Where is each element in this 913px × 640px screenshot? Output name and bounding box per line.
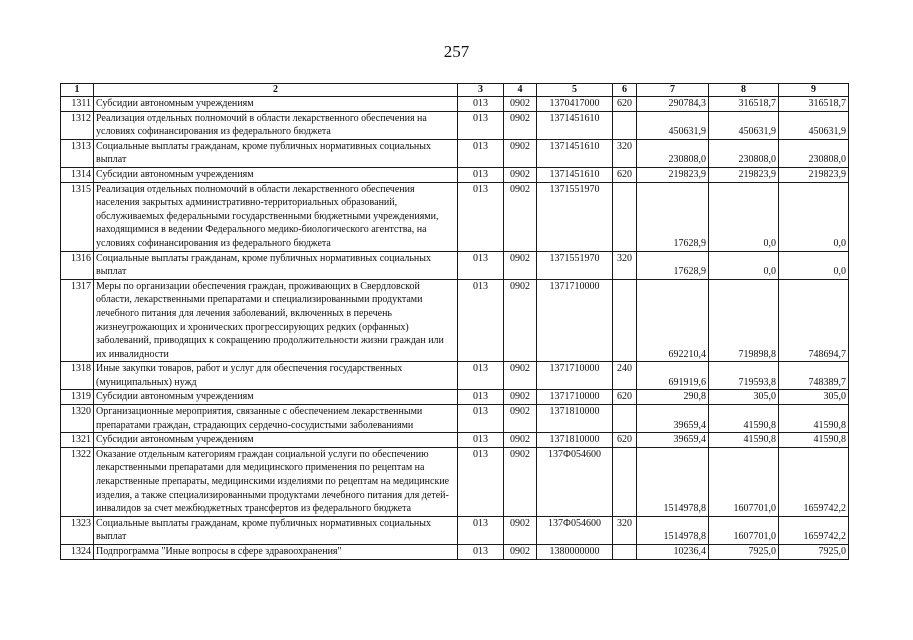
section-code: 0902 — [504, 545, 537, 560]
row-number: 1315 — [61, 182, 94, 251]
expense-type-code — [613, 279, 637, 362]
amount-column-7: 692210,4 — [637, 279, 709, 362]
amount-column-7: 230808,0 — [637, 139, 709, 167]
expense-type-code: 620 — [613, 433, 637, 448]
amount-column-9: 7925,0 — [779, 545, 849, 560]
target-article-code: 1371451610 — [537, 111, 613, 139]
section-code: 0902 — [504, 433, 537, 448]
amount-column-8: 316518,7 — [709, 97, 779, 112]
row-number: 1312 — [61, 111, 94, 139]
expense-type-code — [613, 111, 637, 139]
target-article-code: 1371551970 — [537, 182, 613, 251]
amount-column-7: 10236,4 — [637, 545, 709, 560]
amount-column-9: 0,0 — [779, 251, 849, 279]
amount-column-9: 1659742,2 — [779, 447, 849, 516]
expense-type-code: 620 — [613, 97, 637, 112]
expense-type-code: 320 — [613, 251, 637, 279]
column-header: 4 — [504, 84, 537, 97]
department-code: 013 — [458, 447, 504, 516]
item-name: Организационные мероприятия, связанные с обеспечением лекарственными препаратами граждан, страдающих сердечно-сосудистыми заболеваниями — [94, 405, 458, 433]
expense-type-code — [613, 545, 637, 560]
row-number: 1320 — [61, 405, 94, 433]
section-code: 0902 — [504, 447, 537, 516]
section-code: 0902 — [504, 279, 537, 362]
row-number: 1314 — [61, 167, 94, 182]
table-row — [61, 251, 849, 279]
table-row — [61, 139, 849, 167]
section-code: 0902 — [504, 405, 537, 433]
amount-column-7: 691919,6 — [637, 362, 709, 390]
page-number: 257 — [443, 42, 470, 61]
table-row — [61, 97, 849, 112]
expense-type-code: 320 — [613, 139, 637, 167]
expense-type-code: 320 — [613, 516, 637, 544]
expense-type-code: 620 — [613, 167, 637, 182]
amount-column-8: 1607701,0 — [709, 516, 779, 544]
amount-column-7: 290,8 — [637, 390, 709, 405]
row-number: 1318 — [61, 362, 94, 390]
section-code: 0902 — [504, 167, 537, 182]
item-name: Реализация отдельных полномочий в области лекарственного обеспечения на условиях софинансирования из федерального бюджета — [94, 111, 458, 139]
expense-type-code — [613, 405, 637, 433]
department-code: 013 — [458, 516, 504, 544]
amount-column-8: 7925,0 — [709, 545, 779, 560]
item-name: Социальные выплаты гражданам, кроме публичных нормативных социальных выплат — [94, 139, 458, 167]
target-article-code: 1371451610 — [537, 139, 613, 167]
target-article-code: 137Ф054600 — [537, 516, 613, 544]
row-number: 1313 — [61, 139, 94, 167]
amount-column-9: 1659742,2 — [779, 516, 849, 544]
expense-type-code — [613, 182, 637, 251]
amount-column-9: 316518,7 — [779, 97, 849, 112]
section-code: 0902 — [504, 182, 537, 251]
column-header: 7 — [637, 84, 709, 97]
table-row — [61, 516, 849, 544]
section-code: 0902 — [504, 97, 537, 112]
amount-column-9: 0,0 — [779, 182, 849, 251]
column-header: 5 — [537, 84, 613, 97]
item-name: Оказание отдельным категориям граждан социальной услуги по обеспечению лекарственными препаратами для медицинского применения по рецептам на лекарственные препараты, медицинскими изделиями по рецептам на медицинские изделия, а также специализированными продуктами лечебного питания для детей-инвалидов за счет межбюджетных трансфертов из федерального бюджета — [94, 447, 458, 516]
expense-type-code — [613, 447, 637, 516]
table-row — [61, 545, 849, 560]
amount-column-8: 719898,8 — [709, 279, 779, 362]
target-article-code: 137Ф054600 — [537, 447, 613, 516]
amount-column-8: 230808,0 — [709, 139, 779, 167]
row-number: 1324 — [61, 545, 94, 560]
amount-column-7: 1514978,8 — [637, 447, 709, 516]
target-article-code: 1371451610 — [537, 167, 613, 182]
department-code: 013 — [458, 433, 504, 448]
section-code: 0902 — [504, 139, 537, 167]
row-number: 1323 — [61, 516, 94, 544]
amount-column-7: 1514978,8 — [637, 516, 709, 544]
amount-column-9: 305,0 — [779, 390, 849, 405]
department-code: 013 — [458, 362, 504, 390]
item-name: Субсидии автономным учреждениям — [94, 390, 458, 405]
department-code: 013 — [458, 545, 504, 560]
amount-column-8: 450631,9 — [709, 111, 779, 139]
row-number: 1322 — [61, 447, 94, 516]
department-code: 013 — [458, 390, 504, 405]
amount-column-7: 17628,9 — [637, 182, 709, 251]
table-row — [61, 182, 849, 251]
amount-column-7: 219823,9 — [637, 167, 709, 182]
amount-column-8: 305,0 — [709, 390, 779, 405]
amount-column-8: 719593,8 — [709, 362, 779, 390]
item-name: Социальные выплаты гражданам, кроме публичных нормативных социальных выплат — [94, 251, 458, 279]
amount-column-8: 0,0 — [709, 251, 779, 279]
item-name: Субсидии автономным учреждениям — [94, 433, 458, 448]
amount-column-9: 41590,8 — [779, 405, 849, 433]
table-row — [61, 167, 849, 182]
item-name: Субсидии автономным учреждениям — [94, 167, 458, 182]
table-row — [61, 447, 849, 516]
row-number: 1316 — [61, 251, 94, 279]
department-code: 013 — [458, 279, 504, 362]
column-header: 2 — [94, 84, 458, 97]
row-number: 1321 — [61, 433, 94, 448]
budget-table — [60, 83, 849, 560]
column-header: 9 — [779, 84, 849, 97]
item-name: Подпрограмма "Иные вопросы в сфере здравоохранения" — [94, 545, 458, 560]
row-number: 1317 — [61, 279, 94, 362]
department-code: 013 — [458, 167, 504, 182]
department-code: 013 — [458, 139, 504, 167]
row-number: 1311 — [61, 97, 94, 112]
table-row — [61, 433, 849, 448]
item-name: Социальные выплаты гражданам, кроме публичных нормативных социальных выплат — [94, 516, 458, 544]
table-row — [61, 111, 849, 139]
amount-column-7: 17628,9 — [637, 251, 709, 279]
amount-column-9: 748389,7 — [779, 362, 849, 390]
section-code: 0902 — [504, 111, 537, 139]
column-header: 8 — [709, 84, 779, 97]
expense-type-code: 240 — [613, 362, 637, 390]
amount-column-7: 39659,4 — [637, 405, 709, 433]
target-article-code: 1371810000 — [537, 433, 613, 448]
column-header: 6 — [613, 84, 637, 97]
amount-column-9: 230808,0 — [779, 139, 849, 167]
column-header: 1 — [61, 84, 94, 97]
section-code: 0902 — [504, 362, 537, 390]
amount-column-8: 41590,8 — [709, 405, 779, 433]
table-row — [61, 362, 849, 390]
amount-column-8: 1607701,0 — [709, 447, 779, 516]
target-article-code: 1380000000 — [537, 545, 613, 560]
amount-column-8: 0,0 — [709, 182, 779, 251]
row-number: 1319 — [61, 390, 94, 405]
target-article-code: 1371551970 — [537, 251, 613, 279]
target-article-code: 1370417000 — [537, 97, 613, 112]
amount-column-8: 41590,8 — [709, 433, 779, 448]
department-code: 013 — [458, 405, 504, 433]
target-article-code: 1371710000 — [537, 390, 613, 405]
item-name: Реализация отдельных полномочий в области лекарственного обеспечения населения закрытых административно-территориальных образований, обслуживаемых федеральными государственными бюджетными учреждениями, находящимися в ведении Федерального медико-биологического агентства, на условиях софинансирования из федерального бюджета — [94, 182, 458, 251]
amount-column-9: 219823,9 — [779, 167, 849, 182]
amount-column-8: 219823,9 — [709, 167, 779, 182]
table-row — [61, 405, 849, 433]
item-name: Иные закупки товаров, работ и услуг для обеспечения государственных (муниципальных) нужд — [94, 362, 458, 390]
amount-column-7: 39659,4 — [637, 433, 709, 448]
section-code: 0902 — [504, 390, 537, 405]
amount-column-7: 450631,9 — [637, 111, 709, 139]
target-article-code: 1371810000 — [537, 405, 613, 433]
department-code: 013 — [458, 97, 504, 112]
department-code: 013 — [458, 251, 504, 279]
amount-column-7: 290784,3 — [637, 97, 709, 112]
department-code: 013 — [458, 182, 504, 251]
table-row — [61, 279, 849, 362]
target-article-code: 1371710000 — [537, 362, 613, 390]
item-name: Меры по организации обеспечения граждан, проживающих в Свердловской области, лекарственными препаратами и специализированными продуктами лечебного питания для лечения заболеваний, включенных в перечень жизнеугрожающих и хронических прогрессирующих редких (орфанных) заболеваний, приводящих к сокращению продолжительности жизни граждан или их инвалидности — [94, 279, 458, 362]
target-article-code: 1371710000 — [537, 279, 613, 362]
amount-column-9: 450631,9 — [779, 111, 849, 139]
table-row — [61, 390, 849, 405]
amount-column-9: 41590,8 — [779, 433, 849, 448]
department-code: 013 — [458, 111, 504, 139]
section-code: 0902 — [504, 251, 537, 279]
column-header: 3 — [458, 84, 504, 97]
amount-column-9: 748694,7 — [779, 279, 849, 362]
item-name: Субсидии автономным учреждениям — [94, 97, 458, 112]
section-code: 0902 — [504, 516, 537, 544]
expense-type-code: 620 — [613, 390, 637, 405]
table-header-row — [61, 84, 849, 97]
